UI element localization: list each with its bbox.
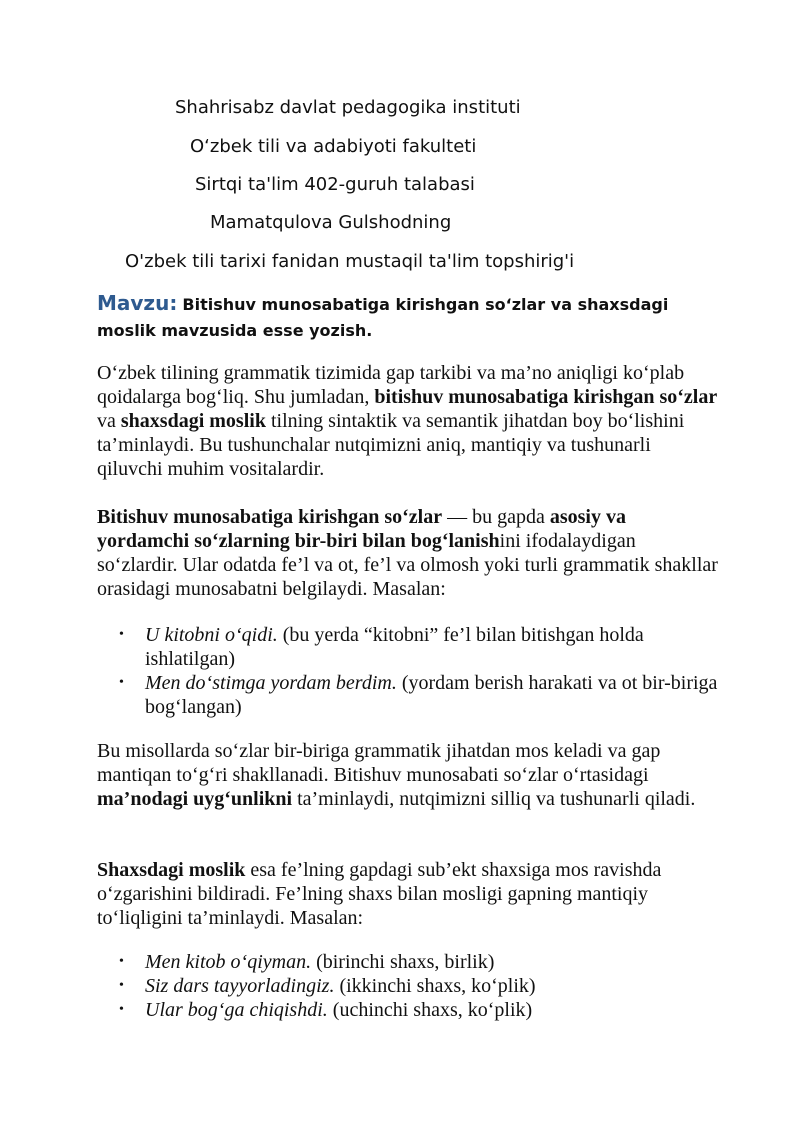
topic-heading xyxy=(97,290,707,344)
bold-term: asosiy va yordamchi so‘zlarning bir-biri bilan bog‘lanish xyxy=(97,506,626,552)
example-sentence: Men kitob o‘qiyman. xyxy=(145,951,312,973)
text-run: O‘zbek tilining grammatik tizimida gap tarkibi va ma’no aniqligi ko‘plab qoidalarga bog‘liq. Shu jumladan, xyxy=(97,362,685,408)
text-run: va xyxy=(97,410,121,432)
bold-term: shaxsdagi moslik xyxy=(120,410,266,432)
example-sentence: U kitobni o‘qidi. xyxy=(145,624,278,646)
example-note: (bu yerda “kitobni” fe’l bilan bitishgan holda ishlatilgan) xyxy=(145,624,644,670)
bullet-icon: • xyxy=(119,1002,124,1017)
list-item xyxy=(97,974,719,998)
list-item xyxy=(97,998,719,1022)
example-sentence: Siz dars tayyorladingiz. xyxy=(145,975,335,997)
paragraph-shaxs-moslik xyxy=(97,858,719,930)
example-note: (ikkinchi shaxs, ko‘plik) xyxy=(334,975,536,997)
topic-label: Mavzu: xyxy=(97,291,178,315)
example-sentence: Ular bog‘ga chiqishdi. xyxy=(145,999,328,1021)
student-name: Mamatqulova Gulshodning xyxy=(210,212,452,233)
example-note: (yordam berish harakati va ot bir-biriga bog‘langan) xyxy=(145,672,718,718)
topic-title: Bitishuv munosabatiga kirishgan so‘zlar va shaxsdagi moslik mavzusida esse yozish. xyxy=(97,295,669,340)
list-item xyxy=(97,671,719,719)
example-sentence: Men do‘stimga yordam berdim. xyxy=(145,672,397,694)
examples-list-bitishuv xyxy=(97,623,719,719)
text-run: esa fe’lning gapdagi sub’ekt shaxsiga mos ravishda o‘zgarishini bildiradi. Fe’lning shaxs bilan mosligi gapning mantiqiy to‘liqligini ta’minlaydi. Masalan: xyxy=(97,859,662,929)
assignment-title: O'zbek tili tarixi fanidan mustaqil ta'lim topshirig'i xyxy=(125,251,575,272)
bold-term: Bitishuv munosabatiga kirishgan so‘zlar xyxy=(97,506,443,528)
paragraph-definition xyxy=(97,505,719,601)
bullet-icon: • xyxy=(119,675,124,690)
text-run: ini ifodalaydigan so‘zlardir. Ular odatda fe’l va ot, fe’l va olmosh yoki turli grammatik shakllar orasidagi munosabatni belgilaydi. Masalan: xyxy=(97,530,718,600)
student-group: Sirtqi ta'lim 402-guruh talabasi xyxy=(195,174,475,195)
text-run: — bu gapda xyxy=(442,506,550,528)
paragraph-intro xyxy=(97,361,719,481)
bullet-icon: • xyxy=(119,954,124,969)
institute-name: Shahrisabz davlat pedagogika instituti xyxy=(175,97,521,118)
bold-term: Shaxsdagi moslik xyxy=(97,859,246,881)
text-run: tilning sintaktik va semantik jihatdan boy bo‘lishini ta’minlaydi. Bu tushunchalar nutqimizni aniq, mantiqiy va tushunarli qiluvchi muhim vositalardir. xyxy=(97,410,685,480)
faculty-name: O‘zbek tili va adabiyoti fakulteti xyxy=(190,136,477,157)
text-run: ta’minlaydi, nutqimizni silliq va tushunarli qiladi. xyxy=(292,788,696,810)
example-note: (uchinchi shaxs, ko‘plik) xyxy=(327,999,533,1021)
example-note: (birinchi shaxs, birlik) xyxy=(311,951,495,973)
text-run: Bu misollarda so‘zlar bir-biriga grammatik jihatdan mos keladi va gap mantiqan to‘g‘ri shakllanadi. Bitishuv munosabati so‘zlar o‘rtasidagi xyxy=(97,740,661,786)
list-item xyxy=(97,950,719,974)
bold-term: ma’nodagi uyg‘unlikni xyxy=(97,788,293,810)
bullet-icon: • xyxy=(119,627,124,642)
bold-term: bitishuv munosabatiga kirishgan so‘zlar xyxy=(374,386,718,408)
list-item xyxy=(97,623,719,671)
paragraph-explanation xyxy=(97,739,719,811)
examples-list-moslik xyxy=(97,950,719,1022)
bullet-icon: • xyxy=(119,978,124,993)
